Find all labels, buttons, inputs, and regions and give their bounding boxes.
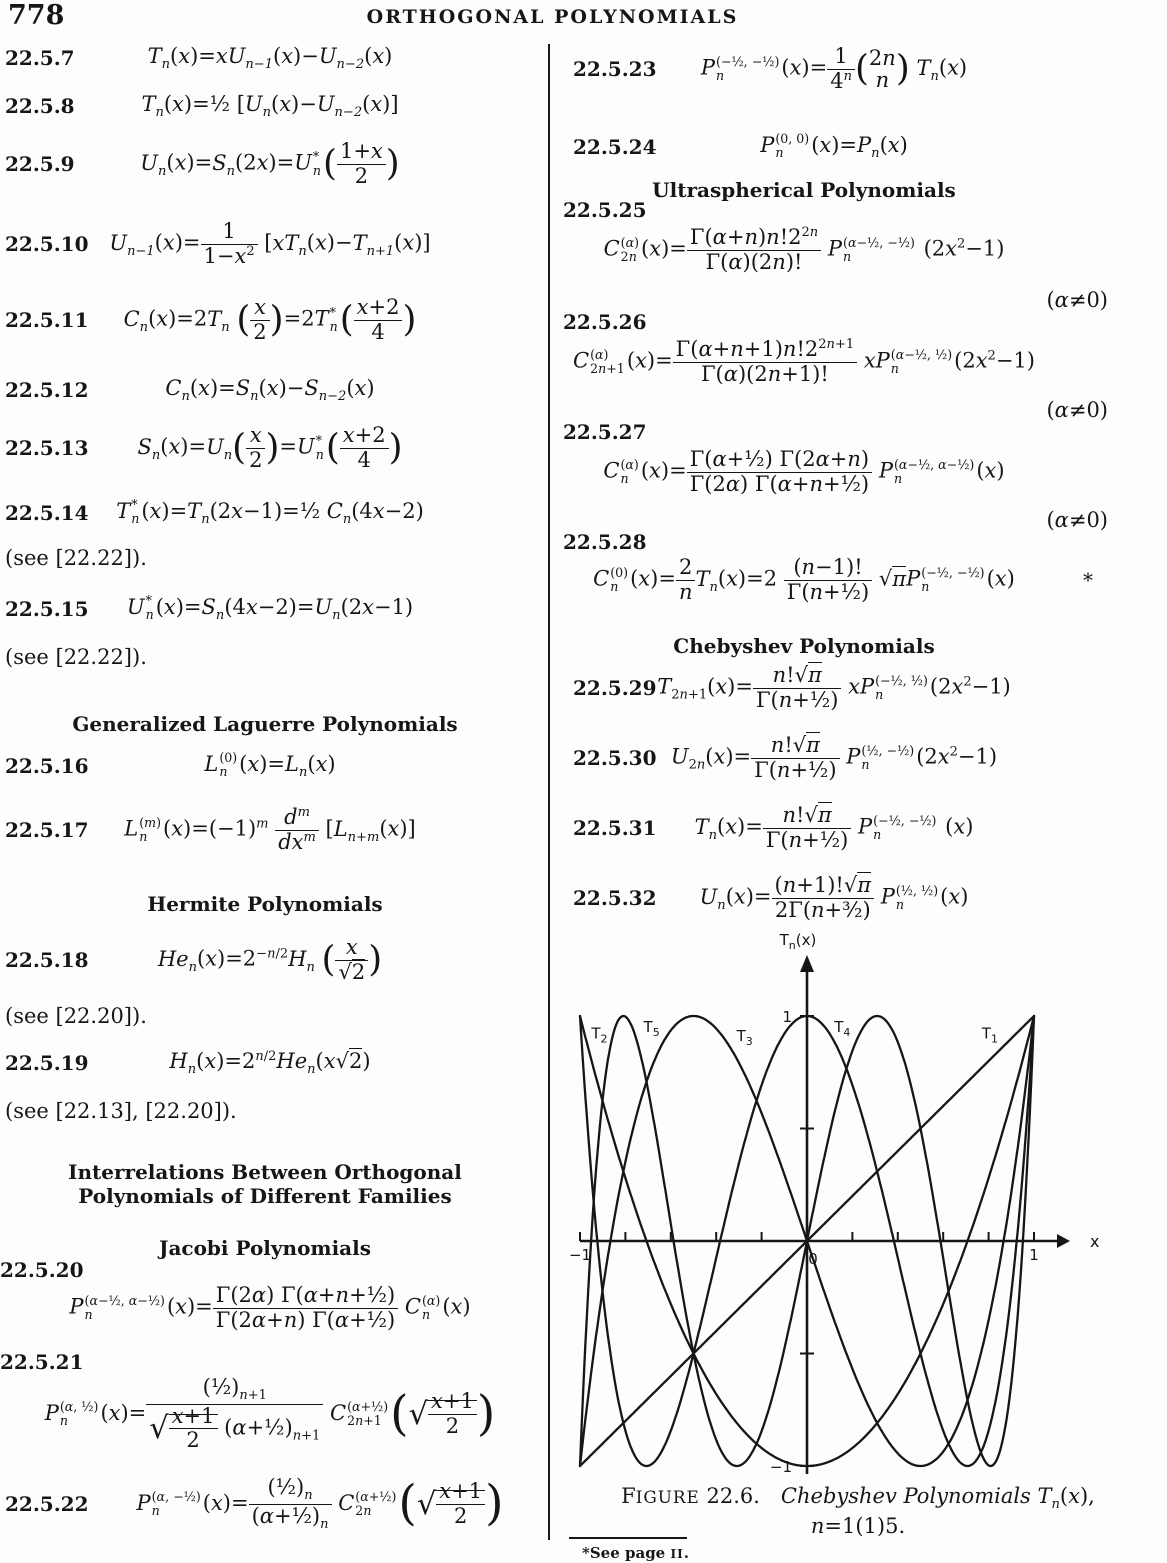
left-column [0, 0, 540, 1563]
equation-row [563, 556, 1108, 604]
equation: $U_n(x)=$ $\frac{(n+1)!√\pi}{\text{2Γ(n+³⁄₂)}}$ P (½, ½) n (x) [699, 873, 969, 922]
equation: U * n $(x)=S_n(4x-2)=U_n(2x-1)$ [126, 593, 414, 624]
equation: P (α, −½) n (x)= $\frac{(\frac{1}{2})_n}{(\alpha+\frac{1}{2})_n}$ C (α+½) 2n (√ $\frac{x+1}{2}$ ) [136, 1475, 504, 1532]
equation: $U_{n-1}(x)=$ $\frac{1}{1-x^2}$ $[xT_n(x)-T_{n+1}(x)]$ [109, 219, 431, 268]
condition-note: (α≠0) [1046, 508, 1108, 532]
equation-row-22.5.19 [0, 1049, 540, 1077]
equation-row-22.5.22 [0, 1476, 540, 1533]
x-tick-label: 1 [1029, 1246, 1039, 1264]
equation-row-22.5.16 [0, 751, 540, 780]
equation-row-22.5.7 [0, 44, 540, 72]
equation-number: 22.5.27 [563, 420, 647, 444]
equation-row-22.5.30 [563, 734, 1108, 782]
equation-number: 22.5.17 [5, 818, 89, 843]
equation-number-22.5.21 [0, 1350, 540, 1374]
x-tick-label: −1 [568, 1246, 592, 1264]
equation: $He_n(x)=2^{-n/2}H_n$ ( $\frac{x}{√2}$ ) [157, 935, 383, 984]
footnote-asterisk: * [1083, 568, 1093, 592]
equation: $H_n(x)=2^{n/2}He_n(x√2)$ [169, 1049, 371, 1078]
equation-number: 22.5.20 [0, 1258, 84, 1282]
figure-chart [560, 928, 1110, 1480]
equation-number: 22.5.22 [5, 1492, 89, 1517]
equation: L (m) n $(x)=(-1)^m$ $d^m$ $dx^m$ $[L_{n+m}(x)]$ [124, 805, 416, 854]
equation-number-22.5.25 [563, 198, 1108, 222]
curve-label-T5: $T_5$ [643, 1017, 660, 1039]
curve-label-T2: $T_2$ [591, 1024, 608, 1046]
equation-number: 22.5.25 [563, 198, 647, 222]
equation-row-22.5.12 [0, 376, 540, 404]
figure-caption-line1: FIGURE 22.6. Chebyshev Polynomials $T_n(x)$, [621, 1484, 1095, 1513]
equation-number-22.5.28 [563, 530, 1108, 554]
equation: $S_n(x)=U_n$( $\frac{x}{2}$ )=U * n ( $\frac{x+2}{4}$ ) [137, 423, 403, 472]
equation-row [563, 448, 1108, 496]
equation: L (0) n $(x)=L_n(x)$ [204, 750, 336, 781]
equation: P (0, 0) n $(x)=P_n(x)$ [760, 131, 908, 162]
equation-number: 22.5.26 [563, 310, 647, 334]
cross-reference-note: (see [22.22]). [5, 546, 147, 570]
y-axis-arrow [800, 955, 814, 972]
equation: $U_n(x)=S_n(2x)=U$ * n ( $\frac{1+x}{2}$ ) [140, 139, 400, 188]
equation-number: 22.5.16 [5, 753, 89, 778]
equation-number: 22.5.18 [5, 948, 89, 973]
curve-label-T1: $T_1$ [981, 1024, 998, 1046]
equation-row-22.5.9 [0, 140, 540, 188]
equation-number: 22.5.24 [573, 134, 657, 159]
x-axis-label: x [1090, 1232, 1100, 1251]
equation: P (−½, −½) n (x)= $\frac{1}{4^n}$ ( 2n n ) $T_n(x)$ [700, 44, 968, 93]
curve-label-T3: $T_3$ [736, 1026, 753, 1048]
section-heading: Jacobi Polynomials [158, 1236, 371, 1260]
y-tick-label: −1 [769, 1458, 792, 1476]
equation: $T_{2n+1}(x)=$ $\frac{n!√\pi}{\text{Γ(n+½)}}$ xP (−½, ½) n $(2x^2-1)$ [657, 663, 1011, 712]
equation: C (α) 2n+1 (x)= $\frac{\Gamma(\alpha+n+1)n!2^{2n+1}}{\Gamma(\alpha)(2n+1)!}$ xP (α−½, ½) n $(2x^2-1)$ [573, 337, 1035, 386]
equation-row [563, 226, 1108, 274]
equation-number-22.5.20 [0, 1258, 540, 1282]
equation-number: 22.5.21 [0, 1350, 84, 1374]
equation-row-22.5.17 [0, 806, 540, 854]
equation-number: 22.5.23 [573, 57, 657, 82]
section-heading: Chebyshev Polynomials [673, 634, 935, 658]
y-axis-label: $T_n(x)$ [779, 931, 817, 952]
equation-row-22.5.13 [0, 424, 540, 472]
equation-number: 22.5.7 [5, 46, 75, 71]
condition-note: (α≠0) [1046, 398, 1108, 422]
equation: P (α−½, α−½) n (x)= $\frac{\text{Γ(2α) Γ(α+n+½)}}{\text{Γ(2α+n) Γ(α+½)}}$ C (α) n (x) [69, 1283, 471, 1332]
equation-number-22.5.26 [563, 310, 1108, 334]
equation-number: 22.5.12 [5, 378, 89, 403]
equation-number: 22.5.14 [5, 500, 89, 525]
equation: $T_n(x)=xU_{n-1}(x)-U_{n-2}(x)$ [147, 44, 393, 73]
curve-label-T4: $T_4$ [834, 1017, 851, 1039]
equation: C (0) n (x)= $\frac{2}{n}$ $T_n(x)=2$ $\frac{(n-1)!}{\text{Γ(n+½)}}$ √πP (−½, −½) n (x) [593, 555, 1015, 604]
footnote: *See page II. [582, 1544, 689, 1562]
section-heading: Interrelations Between Orthogonal Polynomials of Different Families [68, 1160, 462, 1208]
equation: T * n $(x)=T_n(2x-1)=\frac{1}{2}$ $C_n(4x-2)$ [116, 497, 424, 528]
section-heading: Generalized Laguerre Polynomials [72, 712, 458, 736]
running-head: ORTHOGONAL POLYNOMIALS [366, 6, 739, 28]
equation-number-22.5.27 [563, 420, 1108, 444]
equation-number: 22.5.10 [5, 232, 89, 257]
equation-row-22.5.15 [0, 594, 540, 623]
equation: $U_{2n}(x)=$ $\frac{n!√\pi}{\text{Γ(n+½)}}$ P (½, −½) n $(2x^2-1)$ [670, 733, 998, 782]
equation-number: 22.5.31 [573, 816, 657, 841]
cross-reference-note: (see [22.20]). [5, 1004, 147, 1028]
figure-caption-line2: n=1(1)5. [810, 1514, 906, 1538]
condition-note: (α≠0) [1046, 288, 1108, 312]
equation-number: 22.5.29 [573, 676, 657, 701]
x-axis-arrow [1057, 1234, 1070, 1248]
equation-number: 22.5.19 [5, 1051, 89, 1076]
equation: C (α) n (x)= $\frac{\text{Γ(α+½) Γ(2α+n)}}{\text{Γ(2α) Γ(α+n+½)}}$ P (α−½, α−½) n (x) [603, 447, 1005, 496]
equation-number: 22.5.9 [5, 152, 75, 177]
section-heading: Ultraspherical Polynomials [652, 178, 956, 202]
equation-number: 22.5.32 [573, 886, 657, 911]
equation-row-22.5.18 [0, 936, 540, 984]
column-divider [548, 44, 550, 1540]
equation-row-22.5.11 [0, 296, 540, 344]
equation-number: 22.5.8 [5, 94, 75, 119]
page-number: 778 [8, 0, 65, 31]
equation: $T_n(x)=$ $\frac{n!√\pi}{\text{Γ(n+½)}}$ P (−½, −½) n (x) [694, 803, 974, 852]
footnote-rule [569, 1537, 687, 1539]
equation: $C_n(x)=2T_n$ ( $\frac{x}{2}$ )=2T * n ( $\frac{x+2}{4}$ ) [123, 295, 417, 344]
equation-row-22.5.31 [563, 804, 1108, 852]
equation-number: 22.5.30 [573, 746, 657, 771]
equation-row-22.5.32 [563, 874, 1108, 922]
equation-number: 22.5.11 [5, 308, 89, 333]
equation: $T_n(x)=\frac{1}{2}$ $[U_n(x)-U_{n-2}(x)]$ [141, 92, 399, 121]
equation-number: 22.5.15 [5, 596, 89, 621]
section-heading: Hermite Polynomials [147, 892, 383, 916]
figure-22-6 [560, 928, 1110, 1480]
x-tick-label: 0 [808, 1250, 818, 1268]
equation-row [563, 338, 1108, 386]
equation-row [0, 1376, 540, 1453]
equation-row-22.5.29 [563, 664, 1108, 712]
equation-row-22.5.10 [0, 220, 540, 268]
equation-number: 22.5.28 [563, 530, 647, 554]
y-tick-label: 1 [782, 1008, 792, 1026]
equation-row [0, 1284, 540, 1332]
cross-reference-note: (see [22.13], [22.20]). [5, 1099, 237, 1123]
equation-row-22.5.14 [0, 498, 540, 527]
equation: $C_n(x)=S_n(x)-S_{n-2}(x)$ [165, 376, 375, 405]
equation: P (α, ½) n (x)= $(\frac{1}{2})_{n+1}$ √ $\frac{x+1}{2}$ $(\alpha+\frac{1}{2})_{n+1}$ C (α+½) 2n+1 (√ $\frac{x+1}{2}$ ) [44, 1375, 496, 1453]
equation: C (α) 2n (x)= $\frac{\Gamma(\alpha+n)n!2^{2n}}{\Gamma(\alpha)(2n)!}$ P (α−½, −½) n $(2x^2-1)$ [603, 225, 1005, 274]
equation-row-22.5.24 [563, 132, 1108, 161]
equation-number: 22.5.13 [5, 436, 89, 461]
equation-row-22.5.23 [563, 45, 1108, 93]
cross-reference-note: (see [22.22]). [5, 645, 147, 669]
equation-row-22.5.8 [0, 92, 540, 120]
